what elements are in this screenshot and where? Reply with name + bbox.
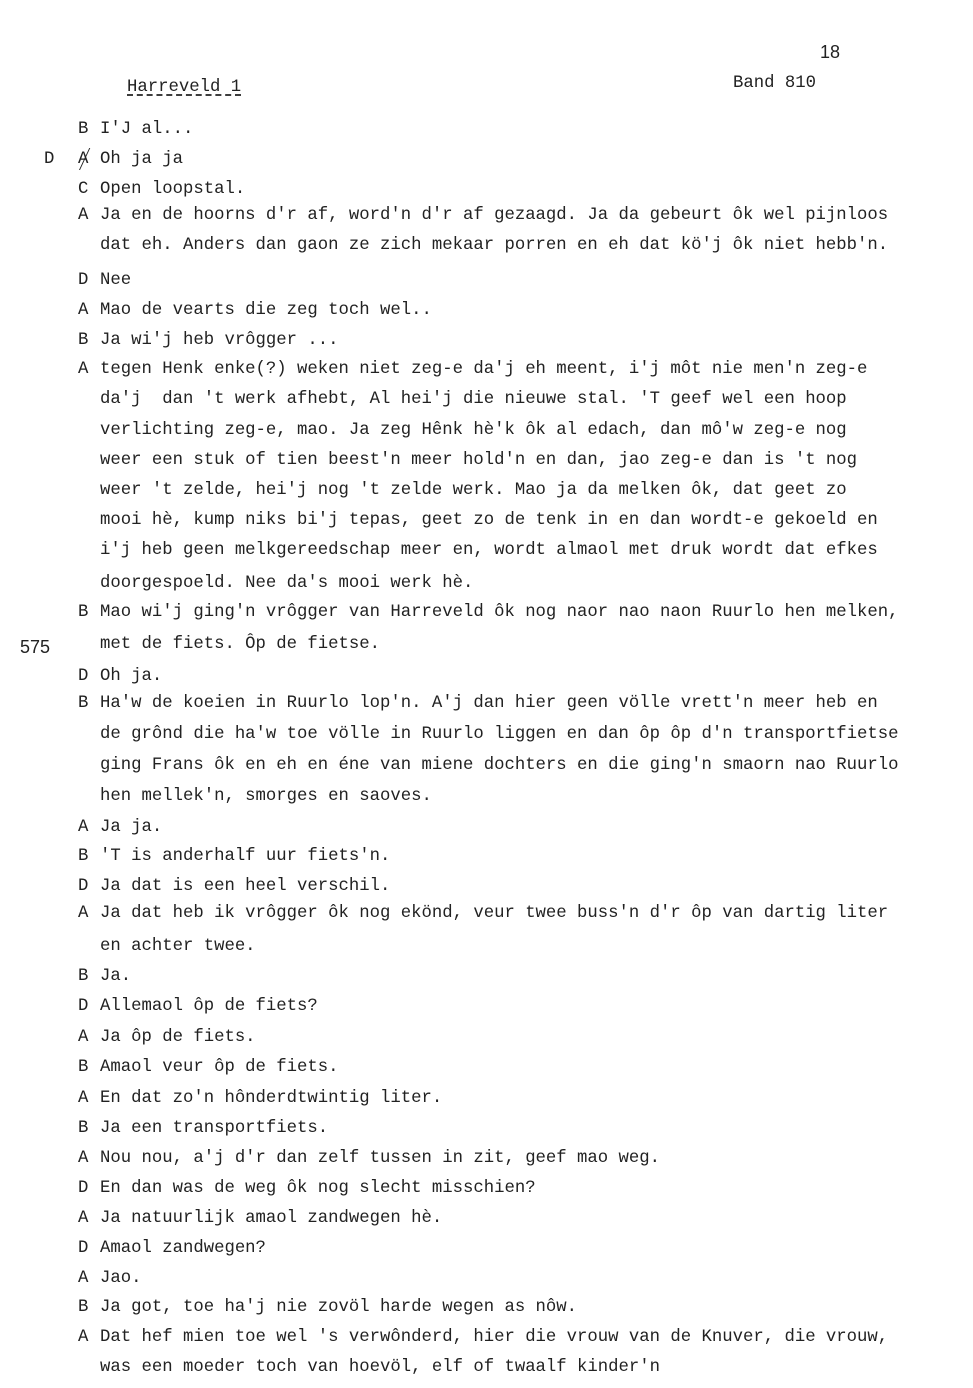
speaker-label: A — [78, 1028, 89, 1047]
transcript-line: weer een stuk of tien beest'n meer hold'n en dan, jao zeg-e dan is 't nog — [100, 451, 858, 470]
speaker-label: A — [78, 301, 89, 320]
transcript-line: Ja dat is een heel verschil. — [100, 877, 391, 896]
speaker-label: D — [78, 271, 89, 290]
speaker-label: D — [78, 997, 89, 1016]
transcript-line: weer 't zelde, hei'j nog 't zelde werk. Mao ja da melken ôk, dat geet zo — [100, 481, 847, 500]
transcript-line: Mao de vearts die zeg toch wel.. — [100, 301, 432, 320]
speaker-label: B — [78, 967, 89, 986]
margin-counter: 575 — [20, 637, 51, 657]
transcript-line: ging Frans ôk en eh en éne van miene dochters en die ging'n smaorn nao Ruurlo — [100, 756, 899, 775]
transcript-line: Ja en de hoorns d'r af, word'n d'r af gezaagd. Ja da gebeurt ôk wel pijnloos — [100, 206, 889, 225]
speaker-label: B — [78, 603, 89, 622]
speaker-label: A — [78, 360, 89, 379]
transcript-line: 'T is anderhalf uur fiets'n. — [100, 847, 391, 866]
transcript-line: Amaol zandwegen? — [100, 1239, 266, 1258]
transcript-line: was een moeder toch van hoevöl, elf of twaalf kinder'n — [100, 1358, 661, 1377]
speaker-label: C — [78, 180, 89, 199]
speaker-label: A — [78, 1089, 89, 1108]
speaker-label: B — [78, 1058, 89, 1077]
transcript-line: de grônd die ha'w toe völle in Ruurlo liggen en dan ôp ôp d'n transportfietse — [100, 725, 899, 744]
transcript-line: Amaol veur ôp de fiets. — [100, 1058, 339, 1077]
speaker-label: B — [78, 331, 89, 350]
speaker-label: B — [78, 1119, 89, 1138]
transcript-line: Oh ja. — [100, 667, 163, 686]
transcript-line: Ja wi'j heb vrôgger ... — [100, 331, 339, 350]
transcript-line: Ja. — [100, 967, 132, 986]
speaker-label: B — [78, 120, 89, 139]
transcript-line: Ja ôp de fiets. — [100, 1028, 256, 1047]
transcript-line: I'J al... — [100, 120, 194, 139]
transcript-line: En dat zo'n hônderdtwintig liter. — [100, 1089, 443, 1108]
speaker-label: A — [78, 1209, 89, 1228]
speaker-label: A — [78, 1149, 89, 1168]
page-number: 18 — [820, 42, 841, 62]
transcript-line: hen mellek'n, smorges en saoves. — [100, 787, 432, 806]
transcript-line: Ja got, toe ha'j nie zovöl harde wegen as nôw. — [100, 1298, 578, 1317]
transcript-line: Dat hef mien toe wel 's verwônderd, hier die vrouw van de Knuver, die vrouw, — [100, 1328, 889, 1347]
transcript-line: Nee — [100, 271, 132, 290]
speaker-label: B — [78, 694, 89, 713]
transcript-line: dat eh. Anders dan gaon ze zich mekaar porren en eh dat kö'j ôk niet hebb'n. — [100, 236, 889, 255]
speaker-label: B — [78, 1298, 89, 1317]
transcript-line: Ja dat heb ik vrôgger ôk nog ekönd, veur twee buss'n d'r ôp van dartig liter — [100, 904, 889, 923]
transcript-line: Nou nou, a'j d'r dan zelf tussen in zit, geef mao weg. — [100, 1149, 661, 1168]
transcript-line: Allemaol ôp de fiets? — [100, 997, 318, 1016]
speaker-label: A — [78, 818, 89, 837]
document-title: Harreveld 1 — [127, 78, 242, 97]
speaker-label: B — [78, 847, 89, 866]
transcript-line: Ja natuurlijk amaol zandwegen hè. — [100, 1209, 443, 1228]
transcript-line: En dan was de weg ôk nog slecht misschien? — [100, 1179, 536, 1198]
transcript-line: en achter twee. — [100, 937, 256, 956]
transcript-line: met de fiets. Ôp de fietse. — [100, 635, 381, 654]
transcript-line: Oh ja ja — [100, 150, 183, 169]
transcript-line: Open loopstal. — [100, 180, 246, 199]
transcript-line: Ha'w de koeien in Ruurlo lop'n. A'j dan hier geen völle vrett'n meer heb en — [100, 694, 878, 713]
speaker-label: D — [78, 1179, 89, 1198]
speaker-label: D — [78, 667, 89, 686]
speaker-label: A — [78, 904, 89, 923]
speaker-label: A — [78, 206, 89, 225]
speaker-label: D — [78, 877, 89, 896]
transcript-line: Jao. — [100, 1269, 142, 1288]
tape-band-label: Band 810 — [733, 74, 816, 93]
transcript-line: i'j heb geen melkgereedschap meer en, wordt almaol met druk wordt dat efkes — [100, 541, 878, 560]
speaker-label: D — [78, 1239, 89, 1258]
transcript-line: verlichting zeg-e, mao. Ja zeg Hênk hè'k ôk al edach, dan mô'w zeg-e nog — [100, 421, 847, 440]
transcript-line: Mao wi'j ging'n vrôgger van Harreveld ôk nog naor nao naon Ruurlo hen melken, — [100, 603, 899, 622]
transcript-line: mooi hè, kump niks bi'j tepas, geet zo de tenk in en dan wordt-e gekoeld en — [100, 511, 878, 530]
transcript-line: da'j dan 't werk afhebt, Al hei'j die nieuwe stal. 'T geef wel een hoop — [100, 390, 847, 409]
transcript-line: Ja een transportfiets. — [100, 1119, 329, 1138]
transcript-line: tegen Henk enke(?) weken niet zeg-e da'j eh meent, i'j môt nie men'n zeg-e — [100, 360, 868, 379]
margin-speaker-correction: D — [44, 150, 55, 169]
speaker-label: A — [78, 1328, 89, 1347]
speaker-label: A — [78, 1269, 89, 1288]
speaker-label: A — [78, 150, 973, 170]
transcript-line: doorgespoeld. Nee da's mooi werk hè. — [100, 574, 474, 593]
transcript-line: Ja ja. — [100, 818, 163, 837]
